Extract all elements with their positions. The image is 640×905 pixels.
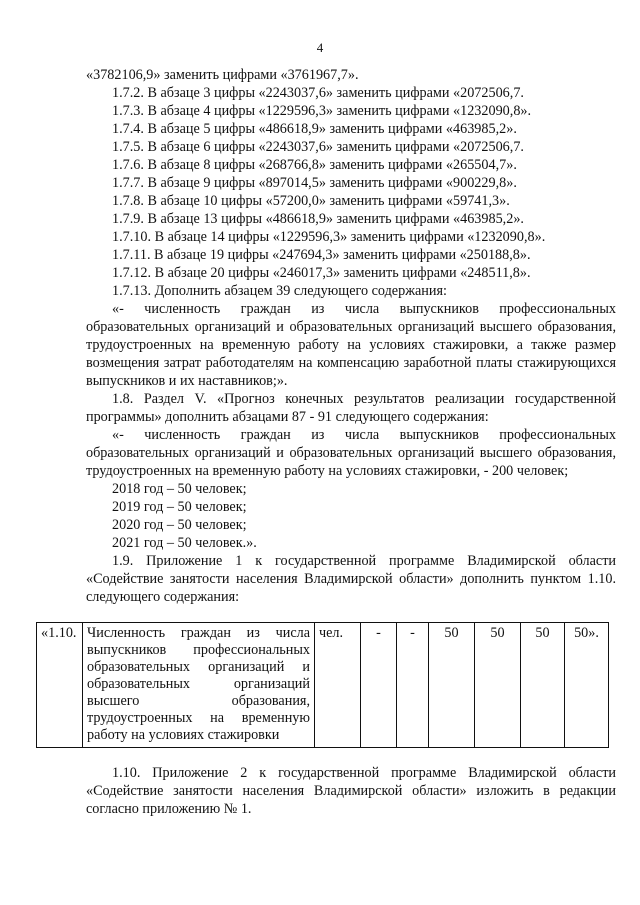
year-line: 2020 год – 50 человек; (112, 517, 247, 533)
paragraph: 1.7.6. В абзаце 8 цифры «268766,8» заменить цифрами «265504,7». (112, 157, 517, 173)
body-text (86, 66, 616, 606)
cell-value: 50 (521, 623, 565, 748)
paragraph: 1.7.3. В абзаце 4 цифры «1229596,3» заменить цифрами «1232090,8». (112, 103, 532, 119)
cell-value: 50». (565, 623, 609, 748)
paragraph: 1.7.7. В абзаце 9 цифры «897014,5» заменить цифрами «900229,8». (112, 175, 517, 191)
page-number: 4 (316, 40, 324, 55)
paragraph: «3782106,9» заменить цифрами «3761967,7». (86, 67, 359, 83)
paragraph: 1.7.9. В абзаце 13 цифры «486618,9» заменить цифрами «463985,2». (112, 211, 524, 227)
paragraph: 1.7.2. В абзаце 3 цифры «2243037,6» заменить цифрами «2072506,7. (112, 85, 524, 101)
paragraph: 1.7.10. В абзаце 14 цифры «1229596,3» заменить цифрами «1232090,8». (112, 229, 546, 245)
cell-number: «1.10. (37, 623, 83, 748)
cell-description (83, 623, 315, 748)
paragraph: 1.8. Раздел V. «Прогноз конечных результатов реализации государственной программы» дополнить абзацами 87 - 91 следующего содержания: (86, 391, 616, 425)
paragraph: 1.7.12. В абзаце 20 цифры «246017,3» заменить цифрами «248511,8». (112, 265, 531, 281)
cell-value: 50 (429, 623, 475, 748)
paragraph: «- численность граждан из числа выпускников профессиональных образовательных организаций и образовательных организаций высшего образования, трудоустроенных на временную работу на условиях стажировки, а также размер возмещения затрат работодателям на компенсацию заработной платы стажирующихся выпускников и их наставников;». (86, 301, 616, 389)
paragraph: 1.7.8. В абзаце 10 цифры «57200,0» заменить цифрами «59741,3». (112, 193, 510, 209)
description-text: Численность граждан из числа выпускников профессиональных образовательных организаций и образовательных организаций высшего образования, трудоустроенных на временную (87, 625, 310, 726)
body-text-tail (86, 764, 616, 818)
paragraph: 1.10. Приложение 2 к государственной программе Владимирской области «Содействие занятости населения Владимирской области» изложить в редакции согласно приложению № 1. (86, 765, 616, 817)
description-last-line: работу на условиях стажировки (87, 727, 280, 743)
indicator-table (36, 622, 609, 748)
paragraph: 1.7.13. Дополнить абзацем 39 следующего содержания: (112, 283, 447, 299)
year-line: 2018 год – 50 человек; (112, 481, 247, 497)
paragraph: 1.7.4. В абзаце 5 цифры «486618,9» заменить цифрами «463985,2». (112, 121, 517, 137)
table-row (37, 623, 609, 748)
paragraph: «- численность граждан из числа выпускников профессиональных образовательных организаций и образовательных организаций высшего образования, трудоустроенных на временную работу на условиях стажировки, - 200 человек; (86, 427, 616, 479)
paragraph: 1.7.5. В абзаце 6 цифры «2243037,6» заменить цифрами «2072506,7. (112, 139, 524, 155)
year-line: 2021 год – 50 человек.». (112, 535, 257, 551)
cell-value: - (361, 623, 397, 748)
year-line: 2019 год – 50 человек; (112, 499, 247, 515)
cell-unit: чел. (315, 623, 361, 748)
cell-value: - (397, 623, 429, 748)
paragraph: 1.7.11. В абзаце 19 цифры «247694,3» заменить цифрами «250188,8». (112, 247, 531, 263)
cell-value: 50 (475, 623, 521, 748)
paragraph: 1.9. Приложение 1 к государственной программе Владимирской области «Содействие занятости населения Владимирской области» дополнить пунктом 1.10. следующего содержания: (86, 553, 616, 605)
